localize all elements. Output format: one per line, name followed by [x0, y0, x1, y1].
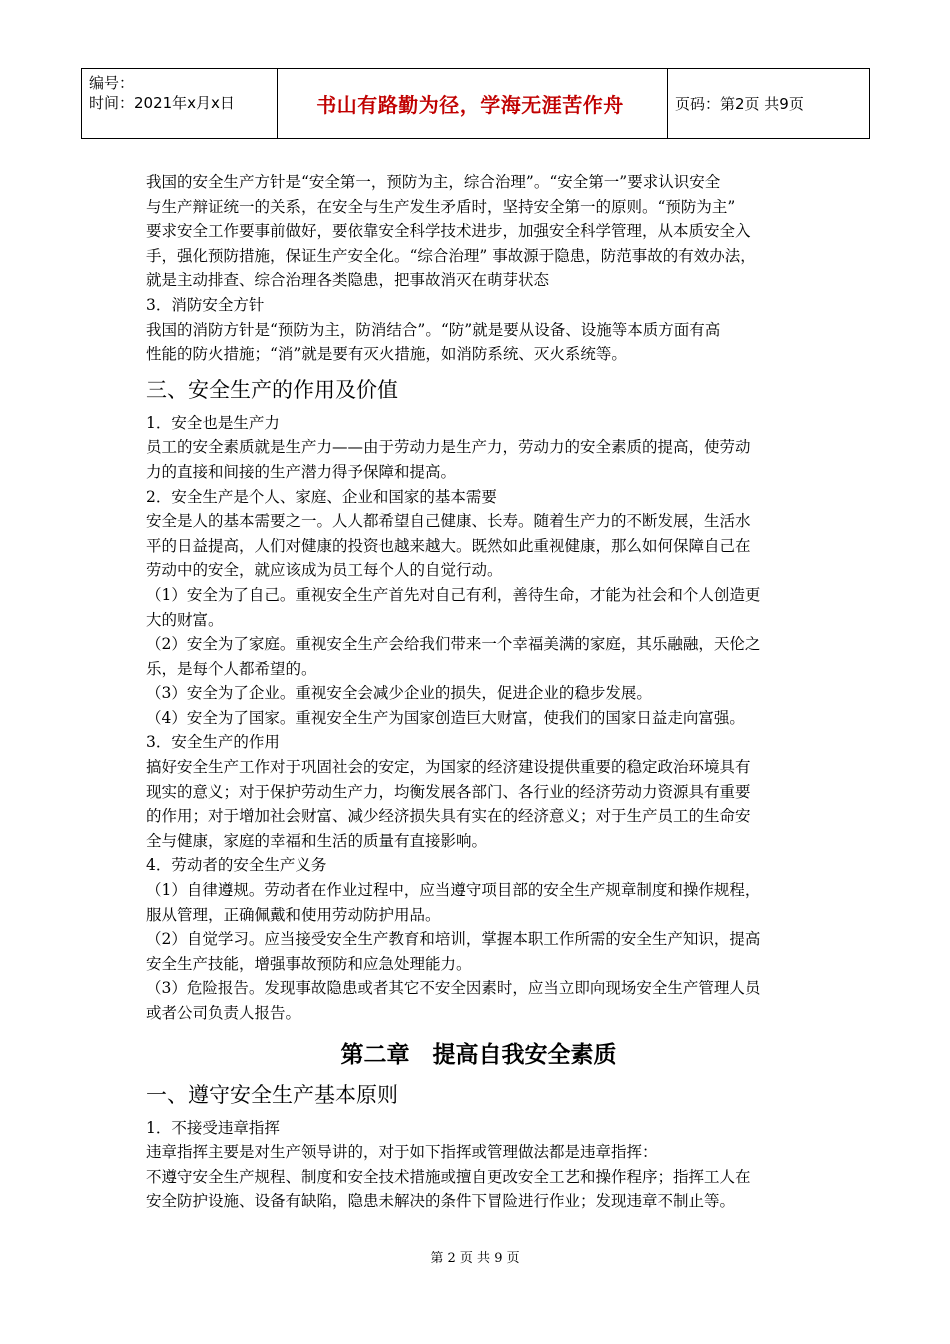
- list-item: （4）安全为了国家。重视安全生产为国家创造巨大财富，使我们的国家日益走向富强。: [146, 708, 745, 727]
- list-item: 安全生产技能，增强事故预防和应急处理能力。: [146, 954, 472, 973]
- subtitle-4: 4．劳动者的安全生产义务: [146, 856, 327, 875]
- header-table: [81, 68, 870, 139]
- subtitle-5: 1．不接受违章指挥: [146, 1118, 280, 1137]
- text-line: 与生产辩证统一的关系，在安全与生产发生矛盾时，坚持安全第一的原则。“预防为主”: [146, 197, 736, 216]
- text-line: 要求安全工作要事前做好，要依靠安全科学技术进步，加强安全科学管理，从本质安全入: [146, 222, 751, 241]
- text-line: 搞好安全生产工作对于巩固社会的安定，为国家的经济建设提供重要的稳定政治环境具有: [146, 758, 751, 777]
- text-line: 平的日益提高，人们对健康的投资也越来越大。既然如此重视健康，那么如何保障自己在: [146, 536, 751, 555]
- header-motto: 书山有路勤为径，学海无涯苦作舟: [316, 93, 624, 117]
- subtitle-2: 2．安全生产是个人、家庭、企业和国家的基本需要: [146, 487, 497, 506]
- list-item: 或者公司负责人报告。: [146, 1004, 302, 1022]
- page-footer: 第 2 页 共 9 页: [430, 1251, 520, 1266]
- list-item: 大的财富。: [146, 610, 224, 629]
- chapter-title: 第二章 提高自我安全素质: [340, 1041, 617, 1068]
- text-line: 违章指挥主要是对生产领导讲的，对于如下指挥或管理做法都是违章指挥：: [146, 1143, 658, 1162]
- text-line: 不遵守安全生产规程、制度和安全技术措施或擅自更改安全工艺和操作程序；指挥工人在: [146, 1167, 751, 1186]
- paragraph-policy: [146, 170, 811, 293]
- text-line: 员工的安全素质就是生产力——由于劳动力是生产力，劳动力的安全素质的提高，使劳动: [146, 438, 751, 457]
- text-line: 安全是人的基本需要之一。人人都希望自己健康、长寿。随着生产力的不断发展，生活水: [146, 512, 751, 531]
- text-line: 我国的安全生产方针是“安全第一，预防为主，综合治理”。“安全第一”要求认识安全: [146, 173, 721, 191]
- document-body: [146, 170, 811, 1214]
- section-heading-3: 三、安全生产的作用及价值: [146, 377, 398, 402]
- subtitle-1: 1．安全也是生产力: [146, 413, 280, 432]
- list-item: （1）安全为了自己。重视安全生产首先对自己有利，善待生命，才能为社会和个人创造更: [146, 585, 761, 604]
- subtitle-fire-policy: 3．消防安全方针: [146, 295, 265, 314]
- list-item: 乐，是每个人都希望的。: [146, 659, 317, 678]
- list-item: （3）危险报告。发现事故隐患或者其它不安全因素时，应当立即向现场安全生产管理人员: [146, 979, 761, 998]
- text-line: 现实的意义；对于保护劳动生产力，均衡发展各部门、各行业的经济劳动力资源具有重要: [146, 782, 751, 801]
- header-meta: [89, 73, 279, 113]
- time-label: 时间：2021年x月x日: [89, 94, 235, 112]
- header-page-info: 页码：第2页 共9页: [675, 95, 804, 113]
- text-line: 我国的消防方针是“预防为主，防消结合”。“防”就是要从设备、设施等本质方面有高: [146, 320, 721, 339]
- list-item: （2）自觉学习。应当接受安全生产教育和培训，掌握本职工作所需的安全生产知识，提高: [146, 930, 761, 949]
- text-line: 手，强化预防措施，保证生产安全化。“综合治理” 事故源于隐患，防范事故的有效办法，: [146, 246, 756, 265]
- text-line: 就是主动排查、综合治理各类隐患，把事故消灭在萌芽状态: [146, 271, 550, 290]
- list-item: 服从管理，正确佩戴和使用劳动防护用品。: [146, 905, 441, 924]
- text-line: 劳动中的安全，就应该成为员工每个人的自觉行动。: [146, 561, 503, 580]
- text-line: 性能的防火措施；“消”就是要有灭火措施，如消防系统、灭火系统等。: [146, 345, 627, 364]
- list-item: （3）安全为了企业。重视安全会减少企业的损失，促进企业的稳步发展。: [146, 684, 652, 703]
- text-line: 的作用；对于增加社会财富、减少经济损失具有实在的经济意义；对于生产员工的生命安: [146, 807, 751, 826]
- serial-label: 编号：: [89, 74, 135, 92]
- list-item: （2）安全为了家庭。重视安全生产会给我们带来一个幸福美满的家庭，其乐融融，天伦之: [146, 635, 761, 654]
- text-line: 全与健康，家庭的幸福和生活的质量有直接影响。: [146, 831, 488, 850]
- text-line: 安全防护设施、设备有缺陷，隐患未解决的条件下冒险进行作业；发现违章不制止等。: [146, 1192, 736, 1211]
- subtitle-3: 3．安全生产的作用: [146, 733, 280, 752]
- list-item: （1）自律遵规。劳动者在作业过程中，应当遵守项目部的安全生产规章制度和操作规程，: [146, 881, 761, 900]
- header-border-left: [81, 69, 82, 138]
- section-heading-1: 一、遵守安全生产基本原则: [146, 1082, 398, 1107]
- text-line: 力的直接和间接的生产潜力得予保障和提高。: [146, 462, 457, 481]
